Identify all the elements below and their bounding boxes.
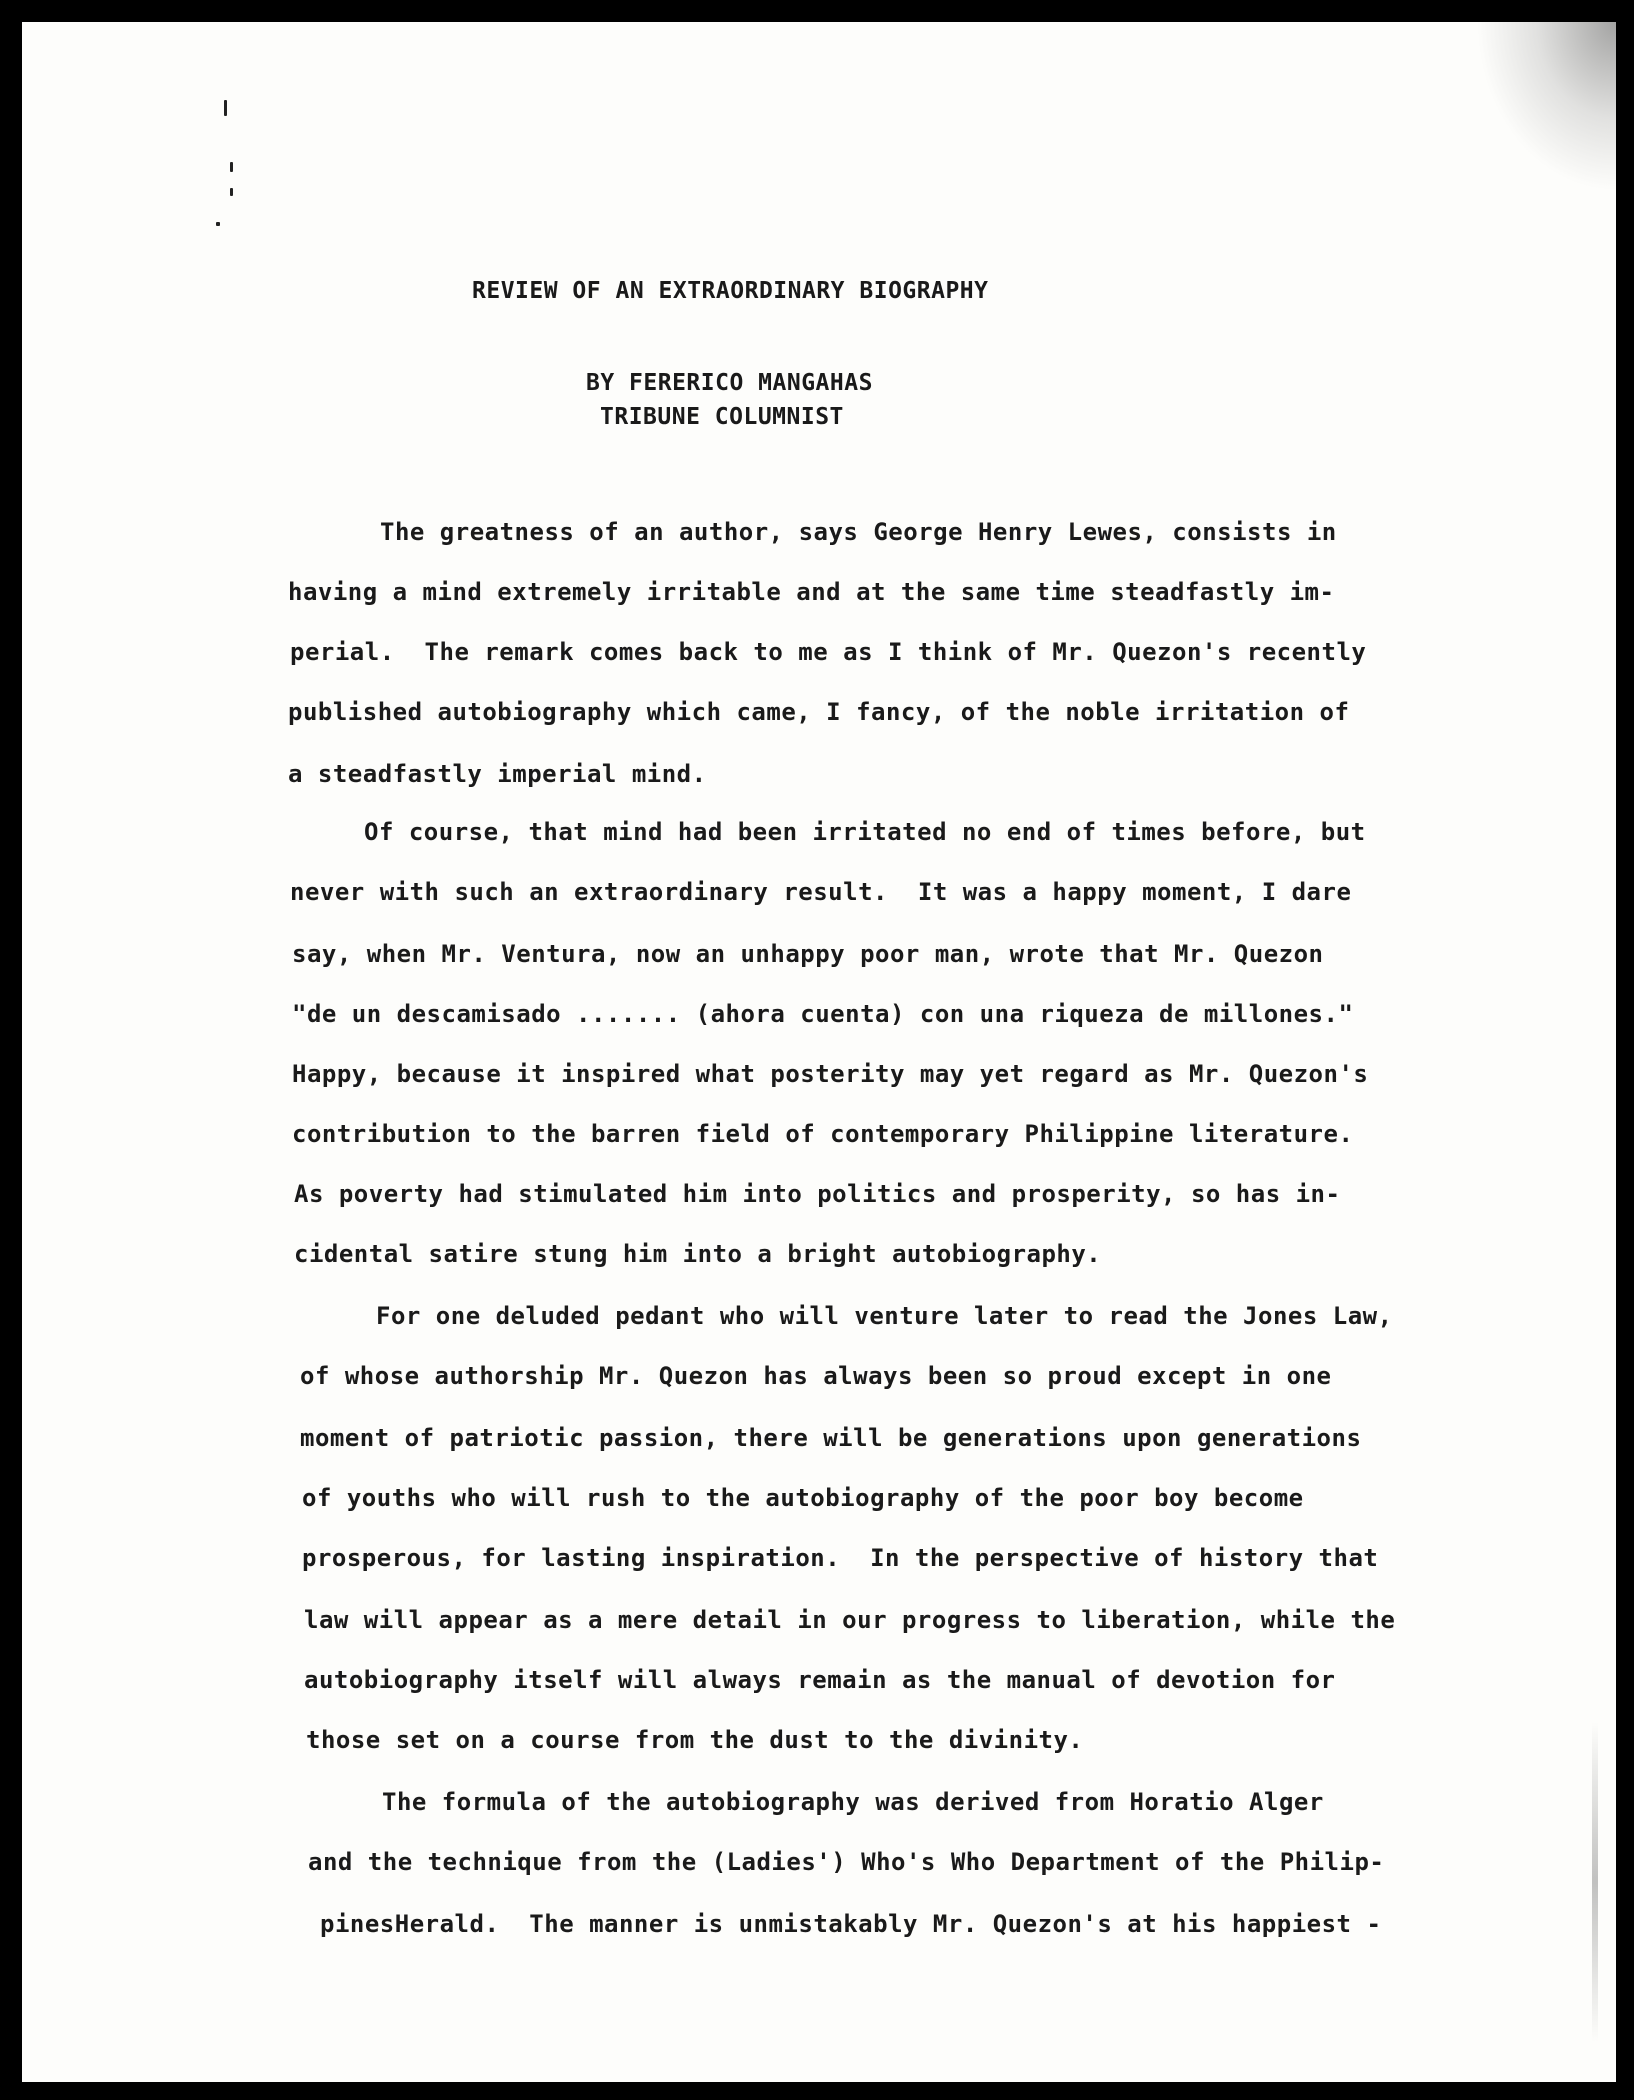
text-line: Happy, because it inspired what posterity may yet regard as Mr. Quezon's <box>292 1060 1369 1088</box>
text-line: As poverty had stimulated him into politics and prosperity, so has in- <box>294 1180 1341 1208</box>
text-line: and the technique from the (Ladies') Who's Who Department of the Philip- <box>308 1848 1385 1876</box>
text-line: For one deluded pedant who will venture later to read the Jones Law, <box>376 1302 1393 1330</box>
text-line: say, when Mr. Ventura, now an unhappy poor man, wrote that Mr. Quezon <box>292 940 1324 968</box>
text-line: of whose authorship Mr. Quezon has always been so proud except in one <box>300 1362 1332 1390</box>
corner-smudge <box>1476 22 1616 192</box>
text-line: having a mind extremely irritable and at the same time steadfastly im- <box>288 578 1335 606</box>
typewritten-page <box>22 22 1616 2082</box>
text-line: prosperous, for lasting inspiration. In the perspective of history that <box>302 1544 1379 1572</box>
punch-mark <box>230 162 233 172</box>
text-line: published autobiography which came, I fancy, of the noble irritation of <box>288 698 1350 726</box>
edge-streak <box>1592 1722 1598 2042</box>
author-role: TRIBUNE COLUMNIST <box>600 404 844 430</box>
text-line: "de un descamisado ....... (ahora cuenta) con una riqueza de millones." <box>292 1000 1354 1028</box>
text-line: The greatness of an author, says George Henry Lewes, consists in <box>380 518 1337 546</box>
text-line: a steadfastly imperial mind. <box>288 760 707 788</box>
punch-mark <box>230 188 233 196</box>
text-line: moment of patriotic passion, there will be generations upon generations <box>300 1424 1362 1452</box>
punch-mark <box>216 222 220 226</box>
document-title: REVIEW OF AN EXTRAORDINARY BIOGRAPHY <box>472 278 989 304</box>
author-byline: BY FERERICO MANGAHAS <box>586 370 873 396</box>
text-line: law will appear as a mere detail in our progress to liberation, while the <box>304 1606 1396 1634</box>
punch-mark <box>224 100 227 116</box>
text-line: The formula of the autobiography was derived from Horatio Alger <box>382 1788 1324 1816</box>
text-line: autobiography itself will always remain as the manual of devotion for <box>304 1666 1336 1694</box>
text-line: cidental satire stung him into a bright autobiography. <box>294 1240 1102 1268</box>
text-line: Of course, that mind had been irritated no end of times before, but <box>364 818 1366 846</box>
text-line: of youths who will rush to the autobiography of the poor boy become <box>302 1484 1304 1512</box>
text-line: never with such an extraordinary result. It was a happy moment, I dare <box>290 878 1352 906</box>
text-line: pinesHerald. The manner is unmistakably Mr. Quezon's at his happiest - <box>320 1910 1382 1938</box>
text-line: those set on a course from the dust to the divinity. <box>306 1726 1084 1754</box>
text-line: perial. The remark comes back to me as I think of Mr. Quezon's recently <box>290 638 1367 666</box>
text-line: contribution to the barren field of contemporary Philippine literature. <box>292 1120 1354 1148</box>
